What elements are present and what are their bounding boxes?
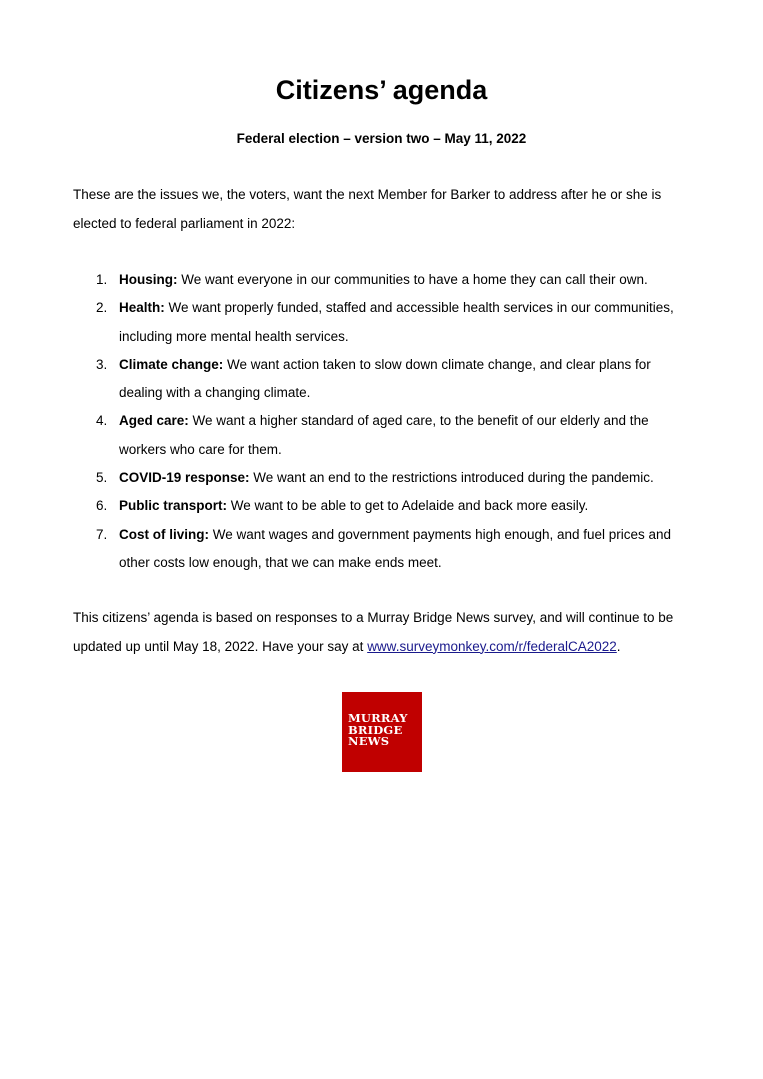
agenda-item-title: Public transport: [119,498,228,514]
agenda-item-number: 4. [96,413,108,429]
agenda-item-number: 6. [96,498,108,514]
agenda-item [73,407,698,464]
closing-text: This citizens’ agenda is based on responses to a Murray Bridge News survey, and will continue to be updated up until May 18, 2022. Have your say at [73,610,674,654]
agenda-item-title: Aged care: [119,413,189,429]
intro-paragraph: These are the issues we, the voters, want the next Member for Barker to address after he or she is elected to federal parliament in 2022: [73,187,662,231]
agenda-item-title: Health: [119,300,165,316]
page-title: Citizens’ agenda [275,75,488,105]
agenda-item-text: We want an end to the restrictions introduced during the pandemic. [249,470,654,486]
agenda-item-text: We want everyone in our communities to have a home they can call their own. [177,272,648,287]
agenda-item [73,521,698,578]
closing-period: . [616,638,621,654]
agenda-item [73,266,698,294]
logo-line-1: MURRAY [348,711,408,725]
agenda-item-number: 1. [96,272,108,287]
page-subtitle: Federal election – version two – May 11, 2022 [236,131,527,146]
agenda-list [73,266,698,577]
logo-line-2: BRIDGE [348,722,403,737]
agenda-item-title: Climate change: [119,356,224,372]
agenda-item-number: 5. [96,470,108,486]
agenda-item-text: We want action taken to slow down climate change, and clear plans for dealing with a changing climate. [119,356,651,401]
agenda-item-number: 2. [96,300,108,316]
agenda-item [73,294,698,351]
survey-link[interactable]: www.surveymonkey.com/r/federalCA2022 [367,638,617,654]
murray-bridge-news-logo [342,692,422,772]
closing-paragraph [73,604,698,661]
agenda-item-title: Cost of living: [119,526,209,542]
agenda-item-text: We want to be able to get to Adelaide and back more easily. [227,498,589,514]
agenda-item [73,464,698,492]
logo-line-3: NEWS [348,734,390,748]
agenda-item-title: COVID-19 response: [119,470,250,486]
agenda-item [73,492,698,520]
agenda-item-title: Housing: [119,272,178,287]
agenda-item-text: We want a higher standard of aged care, to the benefit of our elderly and the workers who care for them. [119,413,649,457]
agenda-item-text: We want wages and government payments high enough, and fuel prices and other costs low enough, that we can make ends meet. [119,526,672,570]
agenda-item-number: 3. [96,356,108,372]
agenda-item [73,351,698,408]
agenda-item-number: 7. [96,526,108,542]
agenda-item-text: We want properly funded, staffed and accessible health services in our communities, including more mental health services. [119,300,674,344]
